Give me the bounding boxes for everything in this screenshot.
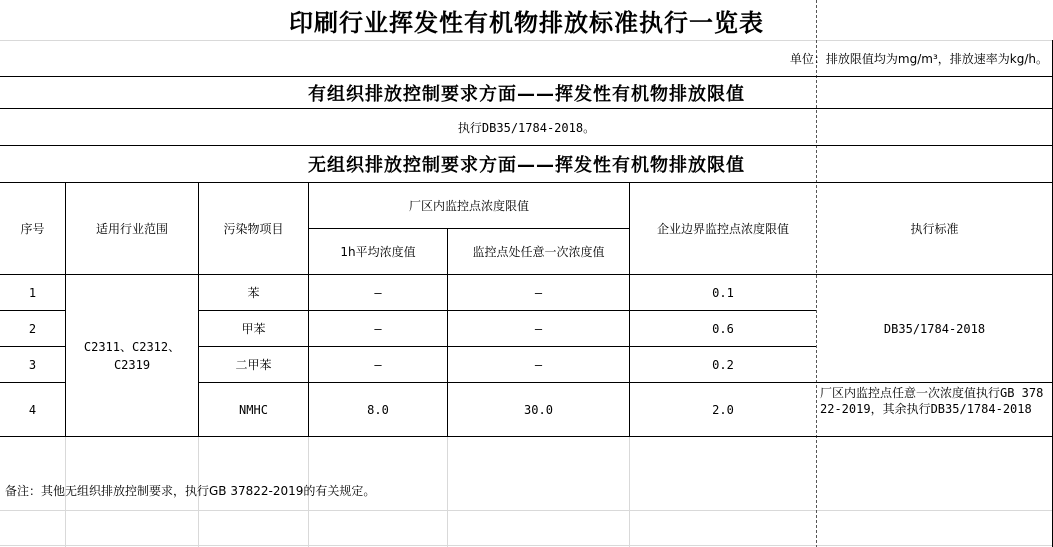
row-4-seq: 4 [28,402,37,417]
standard-row-4: 厂区内监控点任意一次浓度值执行GB 37822-2019，其余执行DB35/1784-2018 [820,386,1044,416]
row-2-boundary: 0.6 [712,321,734,336]
industry-range: C2311、C2312、C2319 [83,339,181,372]
header-factory-group: 厂区内监控点浓度限值 [408,199,529,213]
row-1-pollutant: 苯 [247,286,260,300]
header-standard: 执行标准 [910,222,959,236]
row-1-any: — [534,285,543,300]
header-pollutant: 污染物项目 [223,222,284,236]
row-2-any: — [534,321,543,336]
row-3-pollutant: 二甲苯 [235,358,272,372]
header-any-once: 监控点处任意一次浓度值 [472,245,605,259]
section-unorganized-heading: 无组织排放控制要求方面——挥发性有机物排放限值 [308,155,745,176]
row-3-any: — [534,357,543,372]
row-1-avg: — [374,285,382,300]
row-4-pollutant: NMHC [239,402,268,417]
standard-rows-1-3: DB35/1784-2018 [883,321,986,336]
row-1-boundary: 0.1 [712,285,734,300]
row-3-avg: — [374,357,382,372]
row-3-seq: 3 [28,357,37,372]
remark-note: 备注：其他无组织排放控制要求，执行GB 37822-2019的有关规定。 [5,483,376,498]
row-4-any: 30.0 [524,402,553,417]
header-boundary: 企业边界监控点浓度限值 [656,222,789,236]
section-organized-text: 执行DB35/1784-2018。 [457,120,596,135]
row-1-seq: 1 [28,285,37,300]
unit-note: 单位：排放限值均为mg/m³，排放速率为kg/h。 [789,52,1048,66]
page-title: 印刷行业挥发性有机物排放标准执行一览表 [289,8,764,37]
row-3-boundary: 0.2 [712,357,734,372]
header-seq: 序号 [20,222,45,236]
row-4-avg: 8.0 [367,402,389,417]
header-industry: 适用行业范围 [95,222,168,236]
row-2-seq: 2 [28,321,37,336]
section-organized-heading: 有组织排放控制要求方面——挥发性有机物排放限值 [308,83,745,105]
row-4-boundary: 2.0 [712,402,734,417]
row-2-pollutant: 甲苯 [241,322,266,336]
row-2-avg: — [374,321,382,336]
header-avg-1h: 1h平均浓度值 [340,245,416,259]
